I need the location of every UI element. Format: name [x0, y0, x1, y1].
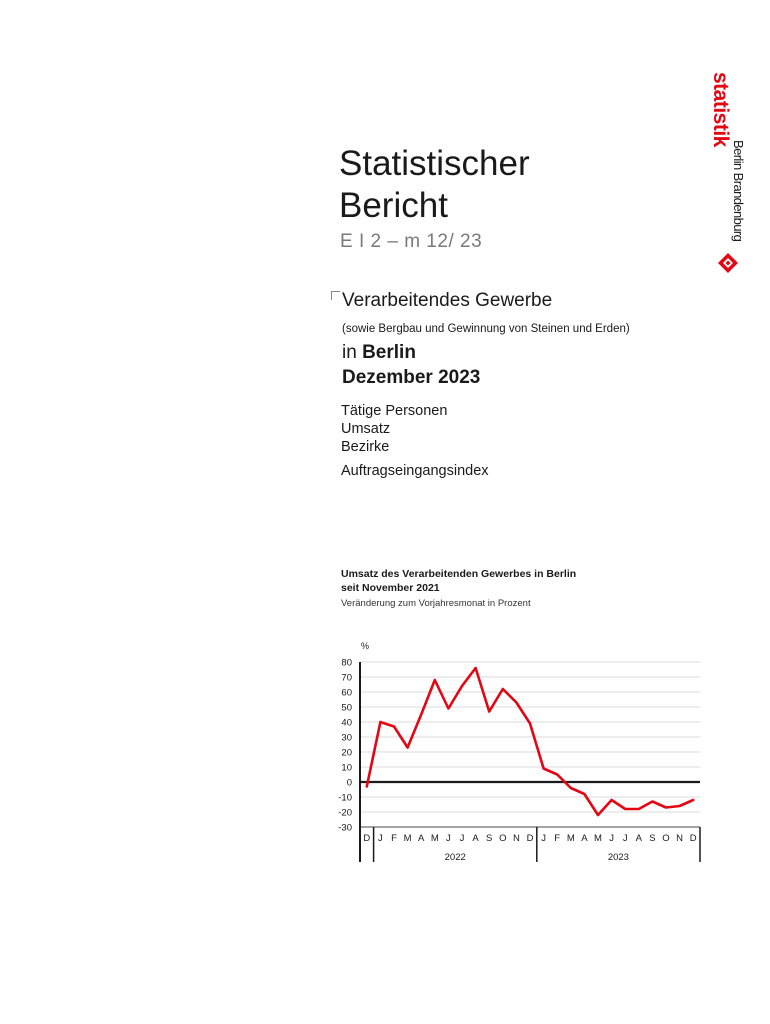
- report-period: Dezember 2023: [342, 367, 481, 388]
- chart-series: [367, 668, 693, 815]
- topic-item: Umsatz: [341, 421, 391, 437]
- topic-item: Tätige Personen: [341, 403, 448, 419]
- chart-title-line2: seit November 2021: [341, 582, 440, 594]
- x-tick-label: A: [635, 833, 642, 844]
- topic-list: [341, 402, 447, 456]
- x-tick-label: S: [649, 833, 656, 844]
- x-year-label: 2022: [444, 852, 466, 863]
- x-tick-label: A: [472, 833, 479, 844]
- report-region: [342, 342, 416, 364]
- y-tick-label: 20: [341, 747, 352, 759]
- chart-title: [341, 567, 576, 595]
- x-tick-label: J: [378, 833, 383, 844]
- x-tick-label: S: [486, 833, 493, 844]
- report-subject: Verarbeitendes Gewerbe: [342, 290, 553, 311]
- x-tick-label: A: [581, 833, 588, 844]
- y-tick-label: 30: [341, 732, 352, 744]
- y-tick-label: -30: [338, 822, 352, 834]
- topic-extra: Auftragseingangsindex: [341, 463, 489, 479]
- x-tick-label: N: [676, 833, 684, 844]
- report-title-line2: Bericht: [339, 186, 448, 225]
- chart-subtitle: Veränderung zum Vorjahresmonat in Prozent: [341, 598, 531, 609]
- series-line: [367, 668, 693, 815]
- x-tick-label: F: [554, 833, 561, 844]
- report-region-prefix: in: [342, 342, 357, 363]
- y-tick-label: 40: [341, 717, 352, 729]
- statistik-logo: [700, 70, 750, 280]
- y-tick-label: -20: [338, 807, 352, 819]
- diamond-icon: [718, 253, 738, 273]
- x-tick-labels: [363, 833, 696, 863]
- y-tick-label: -10: [338, 792, 352, 804]
- report-title-line1: Statistischer: [339, 144, 530, 183]
- y-tick-label: 60: [341, 687, 352, 699]
- report-region-name: Berlin: [362, 342, 416, 363]
- x-tick-label: M: [566, 833, 575, 844]
- logo-sub: Berlin Brandenburg: [731, 140, 746, 242]
- y-tick-label: 0: [346, 777, 352, 789]
- report-subject-note: (sowie Bergbau und Gewinnung von Steinen und Erden): [342, 323, 630, 335]
- revenue-line-chart: [330, 636, 710, 872]
- topic-item: Bezirke: [341, 439, 390, 455]
- x-tick-label: F: [391, 833, 397, 844]
- x-tick-label: M: [403, 833, 412, 844]
- x-tick-label: J: [541, 833, 546, 844]
- x-tick-label: J: [446, 833, 451, 844]
- report-code: E I 2 – m 12/ 23: [340, 231, 483, 252]
- y-tick-labels: [338, 658, 352, 834]
- x-tick-label: M: [594, 833, 602, 844]
- logo-word: statistik: [709, 72, 732, 147]
- x-tick-label: J: [609, 833, 614, 844]
- y-tick-label: 70: [341, 672, 352, 684]
- x-tick-label: D: [526, 833, 534, 844]
- x-tick-label: M: [430, 833, 439, 844]
- x-tick-label: N: [512, 833, 520, 844]
- x-tick-label: J: [622, 833, 628, 844]
- y-tick-label: 10: [341, 762, 352, 774]
- x-tick-label: D: [363, 833, 371, 844]
- x-tick-label: J: [459, 833, 465, 844]
- chart-title-line1: Umsatz des Verarbeitenden Gewerbes in Berlin: [341, 568, 577, 580]
- x-tick-label: A: [418, 833, 425, 844]
- x-year-label: 2023: [607, 852, 629, 863]
- x-tick-label: O: [499, 833, 507, 844]
- report-title: [339, 143, 530, 227]
- corner-mark: [331, 291, 340, 300]
- y-axis-unit: %: [361, 641, 370, 651]
- y-tick-label: 80: [341, 657, 352, 669]
- y-tick-label: 50: [341, 702, 352, 714]
- x-tick-label: D: [689, 833, 697, 844]
- x-tick-label: O: [662, 833, 670, 844]
